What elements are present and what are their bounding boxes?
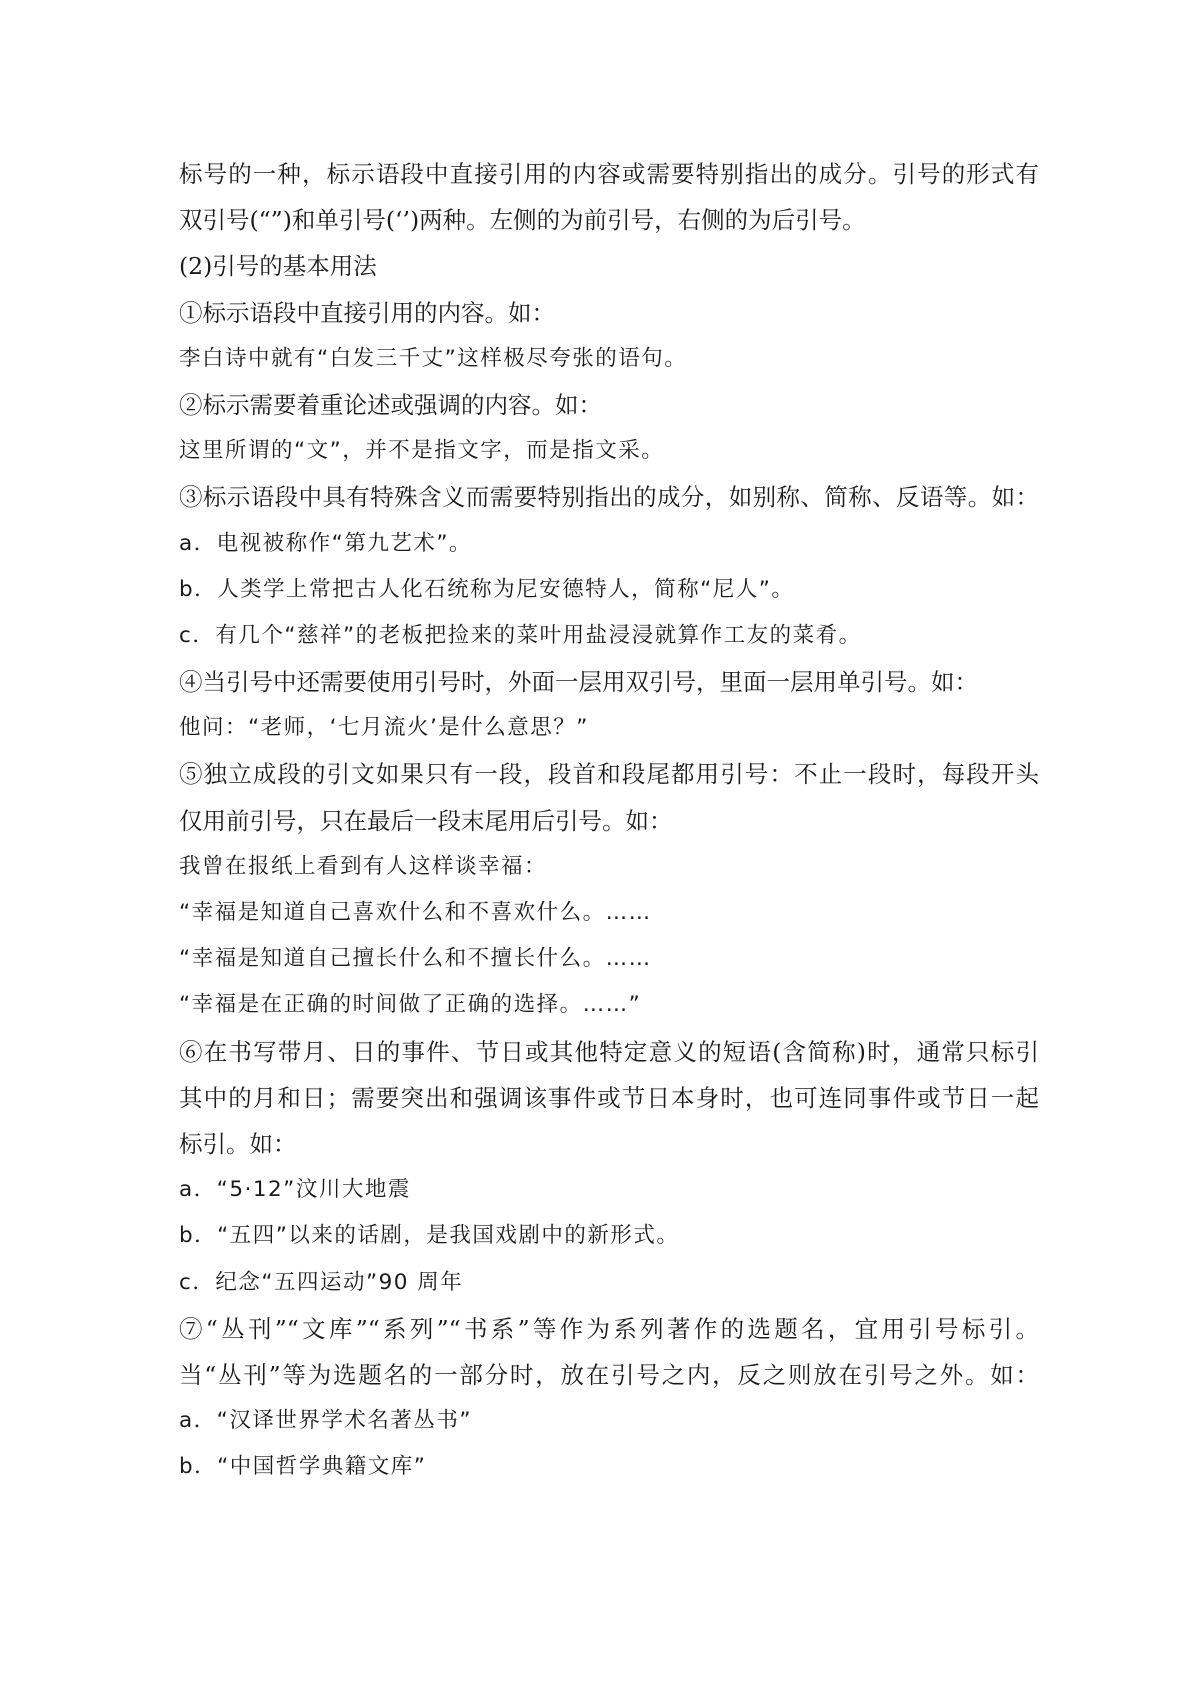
text-line: 当“丛刊”等为选题名的一部分时，放在引号之内，反之则放在引号之外。如： — [179, 1360, 1039, 1389]
example-line: a．“5·12”汶川大地震 — [179, 1177, 411, 1203]
text-line: 仅用前引号，只在最后一段末尾用后引号。如： — [179, 806, 673, 835]
text-line: 其中的月和日；需要突出和强调该事件或节日本身时，也可连同事件或节日一起 — [179, 1083, 1039, 1112]
example-line: b．人类学上常把古人化石统称为尼安德特人，简称“尼人”。 — [179, 576, 795, 602]
example-line: “幸福是知道自己喜欢什么和不喜欢什么。…… — [179, 900, 652, 925]
text-line: 标号的一种，标示语段中直接引用的内容或需要特别指出的成分。引号的形式有 — [179, 160, 1039, 188]
example-line: c．有几个“慈祥”的老板把捡来的菜叶用盐浸浸就算作工友的菜肴。 — [179, 622, 862, 648]
example-line: 这里所谓的“文”，并不是指文字，而是指文采。 — [179, 438, 665, 464]
rule-item: ④当引号中还需要使用引号时，外面一层用双引号，里面一层用单引号。如： — [179, 668, 978, 697]
section-heading: (2)引号的基本用法 — [179, 252, 377, 281]
document-page — [179, 151, 1039, 1490]
example-line: a．“汉译世界学术名著丛书” — [179, 1408, 472, 1434]
example-line: c．纪念“五四运动”90 周年 — [179, 1269, 464, 1295]
rule-item: ③标示语段中具有特殊含义而需要特别指出的成分，如别称、简称、反语等。如： — [179, 483, 1039, 512]
rule-item: ⑤独立成段的引文如果只有一段，段首和段尾都用引号：不止一段时，每段开头 — [179, 760, 1039, 789]
example-line: 他问：“老师，‘七月流火’是什么意思？” — [179, 715, 589, 741]
example-line: 我曾在报纸上看到有人这样谈幸福： — [179, 853, 548, 879]
rule-item: ⑥在书写带月、日的事件、节日或其他特定意义的短语(含简称)时，通常只标引 — [179, 1037, 1039, 1066]
example-line: “幸福是知道自己擅长什么和不擅长什么。…… — [179, 946, 652, 972]
example-line: “幸福是在正确的时间做了正确的选择。……” — [179, 992, 642, 1018]
rule-item: ⑦“丛刊”“文库”“系列”“书系”等作为系列著作的选题名，宜用引号标引。 — [179, 1314, 1039, 1343]
example-line: b．“五四”以来的话剧，是我国戏剧中的新形式。 — [179, 1223, 680, 1249]
text-line: 双引号(“”)和单引号(‘’)两种。左侧的为前引号，右侧的为后引号。 — [179, 206, 866, 235]
text-line: 标引。如： — [179, 1129, 297, 1158]
rule-item: ①标示语段中直接引用的内容。如： — [179, 298, 555, 327]
rule-item: ②标示需要着重论述或强调的内容。如： — [179, 390, 602, 419]
example-line: a．电视被称作“第九艺术”。 — [179, 530, 472, 556]
example-line: 李白诗中就有“白发三千丈”这样极尽夸张的语句。 — [179, 345, 688, 371]
example-line: b．“中国哲学典籍文库” — [179, 1454, 427, 1480]
